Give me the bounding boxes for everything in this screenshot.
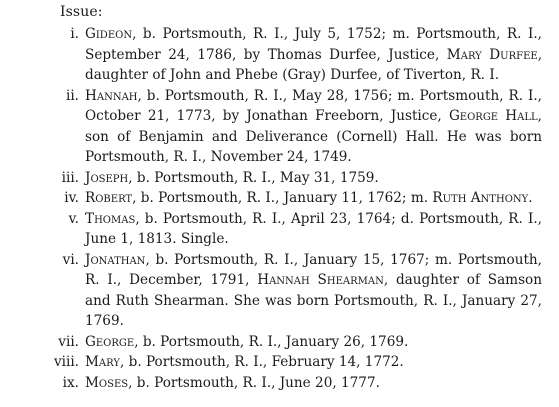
entry-details: , b. Portsmouth, R. I., January 15, 1767; m. Portsmouth, R. I., December, 1791, bbox=[85, 251, 542, 288]
child-name: Thomas bbox=[85, 210, 136, 227]
child-name: Mary bbox=[85, 354, 120, 370]
entry-numeral: vii. bbox=[58, 333, 79, 350]
entry-details: , b. Portsmouth, R. I., April 23, 1764; d. Portsmouth, R. I., June 1, 1813. Single. bbox=[85, 210, 542, 247]
issue-entry bbox=[0, 332, 559, 353]
entry-numeral: iii. bbox=[61, 169, 79, 186]
entry-details: , b. Portsmouth, R. I., July 5, 1752; m. Portsmouth, R. I., September 24, 1786, by Thomas Durfee, Justice, bbox=[85, 26, 542, 63]
child-name: George bbox=[85, 333, 135, 350]
entry-numeral: i. bbox=[70, 26, 79, 42]
entry-details-continued: , daughter of Samson and Ruth Shearman. She was born Portsmouth, R. I., January 27, 1769. bbox=[85, 272, 542, 329]
entry-numeral: viii. bbox=[53, 354, 79, 370]
entry-text bbox=[85, 24, 542, 86]
entry-numeral: ii. bbox=[65, 87, 79, 104]
entry-numeral: vi. bbox=[62, 251, 79, 268]
entry-numeral: ix. bbox=[62, 374, 79, 391]
entry-text bbox=[85, 209, 542, 250]
issue-entry bbox=[0, 188, 559, 209]
entry-text bbox=[85, 86, 542, 168]
entry-details-continued: , son of Benjamin and Deliverance (Cornell) Hall. He was born Portsmouth, R. I., November 24, 1749. bbox=[85, 108, 542, 165]
child-name: Joseph bbox=[85, 169, 129, 186]
issue-entry bbox=[0, 352, 559, 373]
issue-entry bbox=[0, 373, 559, 394]
child-name: Jonathan bbox=[85, 251, 146, 268]
entry-details-continued: . bbox=[528, 190, 533, 206]
entry-details: , b. Portsmouth, R. I., June 20, 1777. bbox=[128, 374, 380, 391]
child-name: Robert bbox=[85, 190, 133, 206]
spouse-name: Mary Durfee bbox=[446, 46, 538, 63]
entry-details-continued: , daughter of John and Phebe (Gray) Durfee, of Tiverton, R. I. bbox=[85, 46, 543, 83]
issue-entry bbox=[0, 24, 559, 86]
issue-entry bbox=[0, 209, 559, 250]
entry-details: , b. Portsmouth, R. I., January 26, 1769. bbox=[134, 333, 409, 350]
entry-details: , b. Portsmouth, R. I., January 11, 1762; m. bbox=[132, 190, 433, 206]
entry-details: , b. Portsmouth, R. I., February 14, 1772. bbox=[119, 354, 404, 370]
spouse-name: Ruth Anthony bbox=[432, 190, 529, 206]
entry-numeral: iv. bbox=[64, 190, 79, 206]
spouse-name: Hannah Shearman bbox=[257, 272, 384, 288]
issue-list bbox=[0, 24, 559, 393]
entry-details: , b. Portsmouth, R. I., May 28, 1756; m. Portsmouth, R. I., October 21, 1773, by Jonathan Freeborn, Justice, bbox=[85, 87, 542, 124]
entry-numeral: v. bbox=[68, 210, 79, 227]
entry-text bbox=[85, 168, 542, 189]
entry-text bbox=[85, 250, 542, 332]
issue-heading: Issue: bbox=[60, 4, 103, 20]
entry-text bbox=[85, 188, 542, 209]
child-name: Gideon bbox=[85, 26, 133, 42]
entry-text bbox=[85, 352, 542, 373]
issue-entry bbox=[0, 168, 559, 189]
spouse-name: George Hall bbox=[448, 108, 538, 124]
child-name: Moses bbox=[85, 374, 129, 391]
entry-text bbox=[85, 373, 542, 394]
child-name: Hannah bbox=[85, 87, 138, 104]
issue-entry bbox=[0, 250, 559, 332]
issue-entry bbox=[0, 86, 559, 168]
entry-details: , b. Portsmouth, R. I., May 31, 1759. bbox=[128, 169, 379, 186]
entry-text bbox=[85, 332, 542, 353]
